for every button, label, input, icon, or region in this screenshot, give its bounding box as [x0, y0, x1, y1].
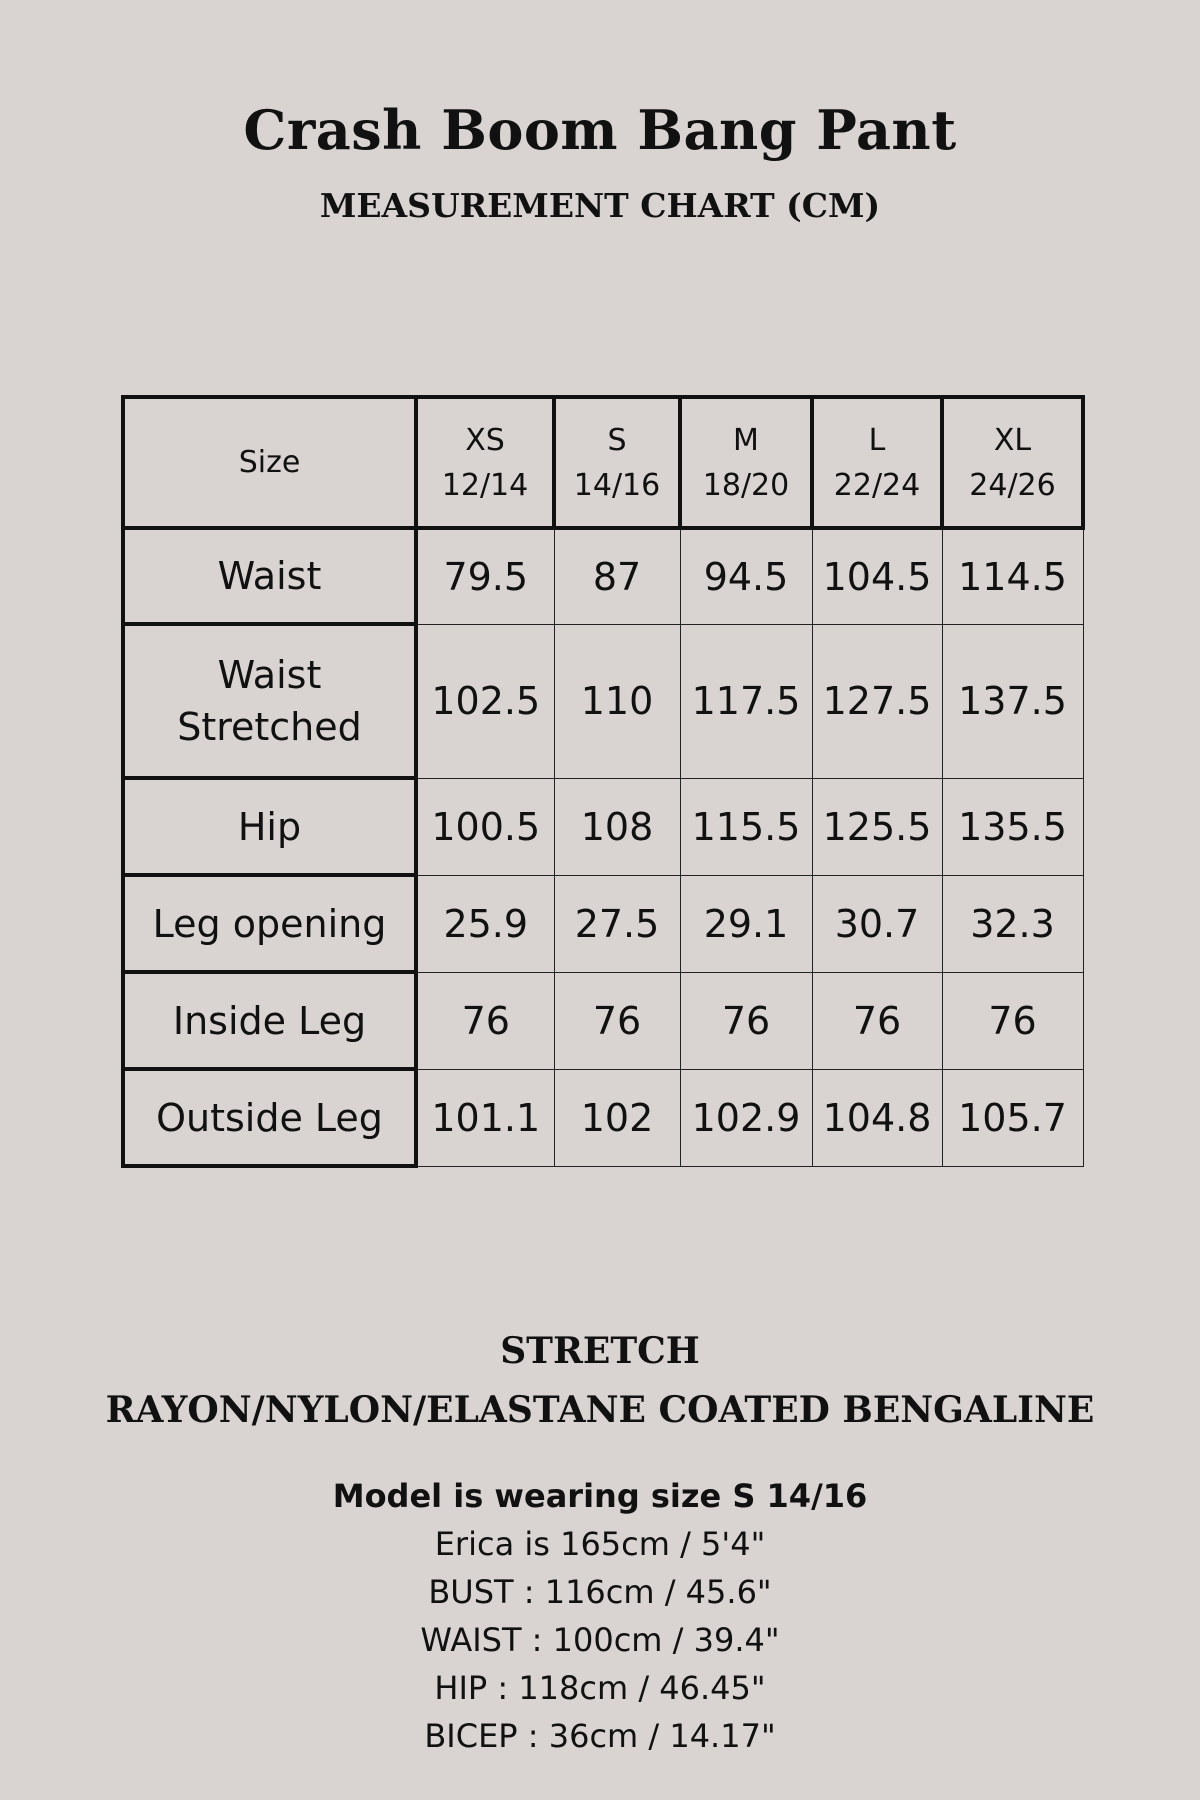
table-cell: 101.1 — [416, 1069, 554, 1166]
table-cell: 137.5 — [942, 624, 1083, 778]
table-cell: 76 — [416, 972, 554, 1069]
table-cell: 29.1 — [680, 875, 812, 972]
table-cell: 114.5 — [942, 528, 1083, 624]
model-size-heading: Model is wearing size S 14/16 — [332, 1477, 868, 1515]
size-header-xl — [942, 397, 1083, 528]
table-cell: 30.7 — [812, 875, 942, 972]
model-bicep: BICEP : 36cm / 14.17" — [424, 1717, 776, 1755]
row-label: Waist — [123, 528, 416, 624]
size-numeric: 14/16 — [573, 467, 661, 503]
table-cell: 102.9 — [680, 1069, 812, 1166]
table-cell: 76 — [554, 972, 680, 1069]
size-letter: XL — [993, 422, 1032, 458]
row-label-line: Waist — [217, 653, 322, 697]
table-cell: 27.5 — [554, 875, 680, 972]
size-letter: S — [607, 422, 627, 458]
table-cell: 79.5 — [416, 528, 554, 624]
table-cell: 100.5 — [416, 778, 554, 875]
chart-subtitle: MEASUREMENT CHART (CM) — [319, 186, 881, 225]
row-label: Inside Leg — [123, 972, 416, 1069]
size-letter: M — [733, 422, 759, 458]
table-cell: 104.5 — [812, 528, 942, 624]
table-cell: 127.5 — [812, 624, 942, 778]
table-cell: 110 — [554, 624, 680, 778]
model-waist: WAIST : 100cm / 39.4" — [420, 1621, 780, 1659]
size-header-m — [680, 397, 812, 528]
table-header-row — [123, 397, 1083, 528]
size-corner-label: Size — [123, 397, 416, 528]
size-numeric: 24/26 — [969, 467, 1056, 503]
row-label: Outside Leg — [123, 1069, 416, 1166]
table-cell: 108 — [554, 778, 680, 875]
size-letter: XS — [465, 422, 505, 458]
table-cell: 76 — [680, 972, 812, 1069]
table-row-outside-leg — [123, 1069, 1083, 1166]
table-cell: 104.8 — [812, 1069, 942, 1166]
size-numeric: 12/14 — [441, 467, 529, 503]
page-title: Crash Boom Bang Pant — [243, 98, 957, 162]
table-cell: 117.5 — [680, 624, 812, 778]
model-bust: BUST : 116cm / 45.6" — [428, 1573, 772, 1611]
table-cell: 115.5 — [680, 778, 812, 875]
size-numeric: 22/24 — [833, 467, 921, 503]
table-cell: 25.9 — [416, 875, 554, 972]
table-cell: 102 — [554, 1069, 680, 1166]
row-label: Hip — [123, 778, 416, 875]
row-label — [123, 624, 416, 778]
size-header-s — [554, 397, 680, 528]
table-cell: 87 — [554, 528, 680, 624]
table-row-hip — [123, 778, 1083, 875]
size-numeric: 18/20 — [702, 467, 790, 503]
row-label: Leg opening — [123, 875, 416, 972]
table-cell: 76 — [942, 972, 1083, 1069]
fabric-stretch-label: STRETCH — [500, 1330, 700, 1372]
fabric-composition: RAYON/NYLON/ELASTANE COATED BENGALINE — [105, 1389, 1095, 1431]
size-header-xs — [416, 397, 554, 528]
table-row-waist — [123, 528, 1083, 624]
model-hip: HIP : 118cm / 46.45" — [434, 1669, 766, 1707]
table-cell: 76 — [812, 972, 942, 1069]
table-row-leg-opening — [123, 875, 1083, 972]
table-cell: 94.5 — [680, 528, 812, 624]
size-letter: L — [868, 422, 886, 458]
measurement-table — [121, 395, 1085, 1168]
table-cell: 102.5 — [416, 624, 554, 778]
row-label-line: Stretched — [177, 705, 362, 749]
table-row-waist-stretched — [123, 624, 1083, 778]
size-header-l — [812, 397, 942, 528]
table-row-inside-leg — [123, 972, 1083, 1069]
model-info — [0, 1472, 1200, 1760]
model-height: Erica is 165cm / 5'4" — [434, 1525, 766, 1563]
table-cell: 135.5 — [942, 778, 1083, 875]
table-cell: 32.3 — [942, 875, 1083, 972]
table-cell: 125.5 — [812, 778, 942, 875]
table-cell: 105.7 — [942, 1069, 1083, 1166]
